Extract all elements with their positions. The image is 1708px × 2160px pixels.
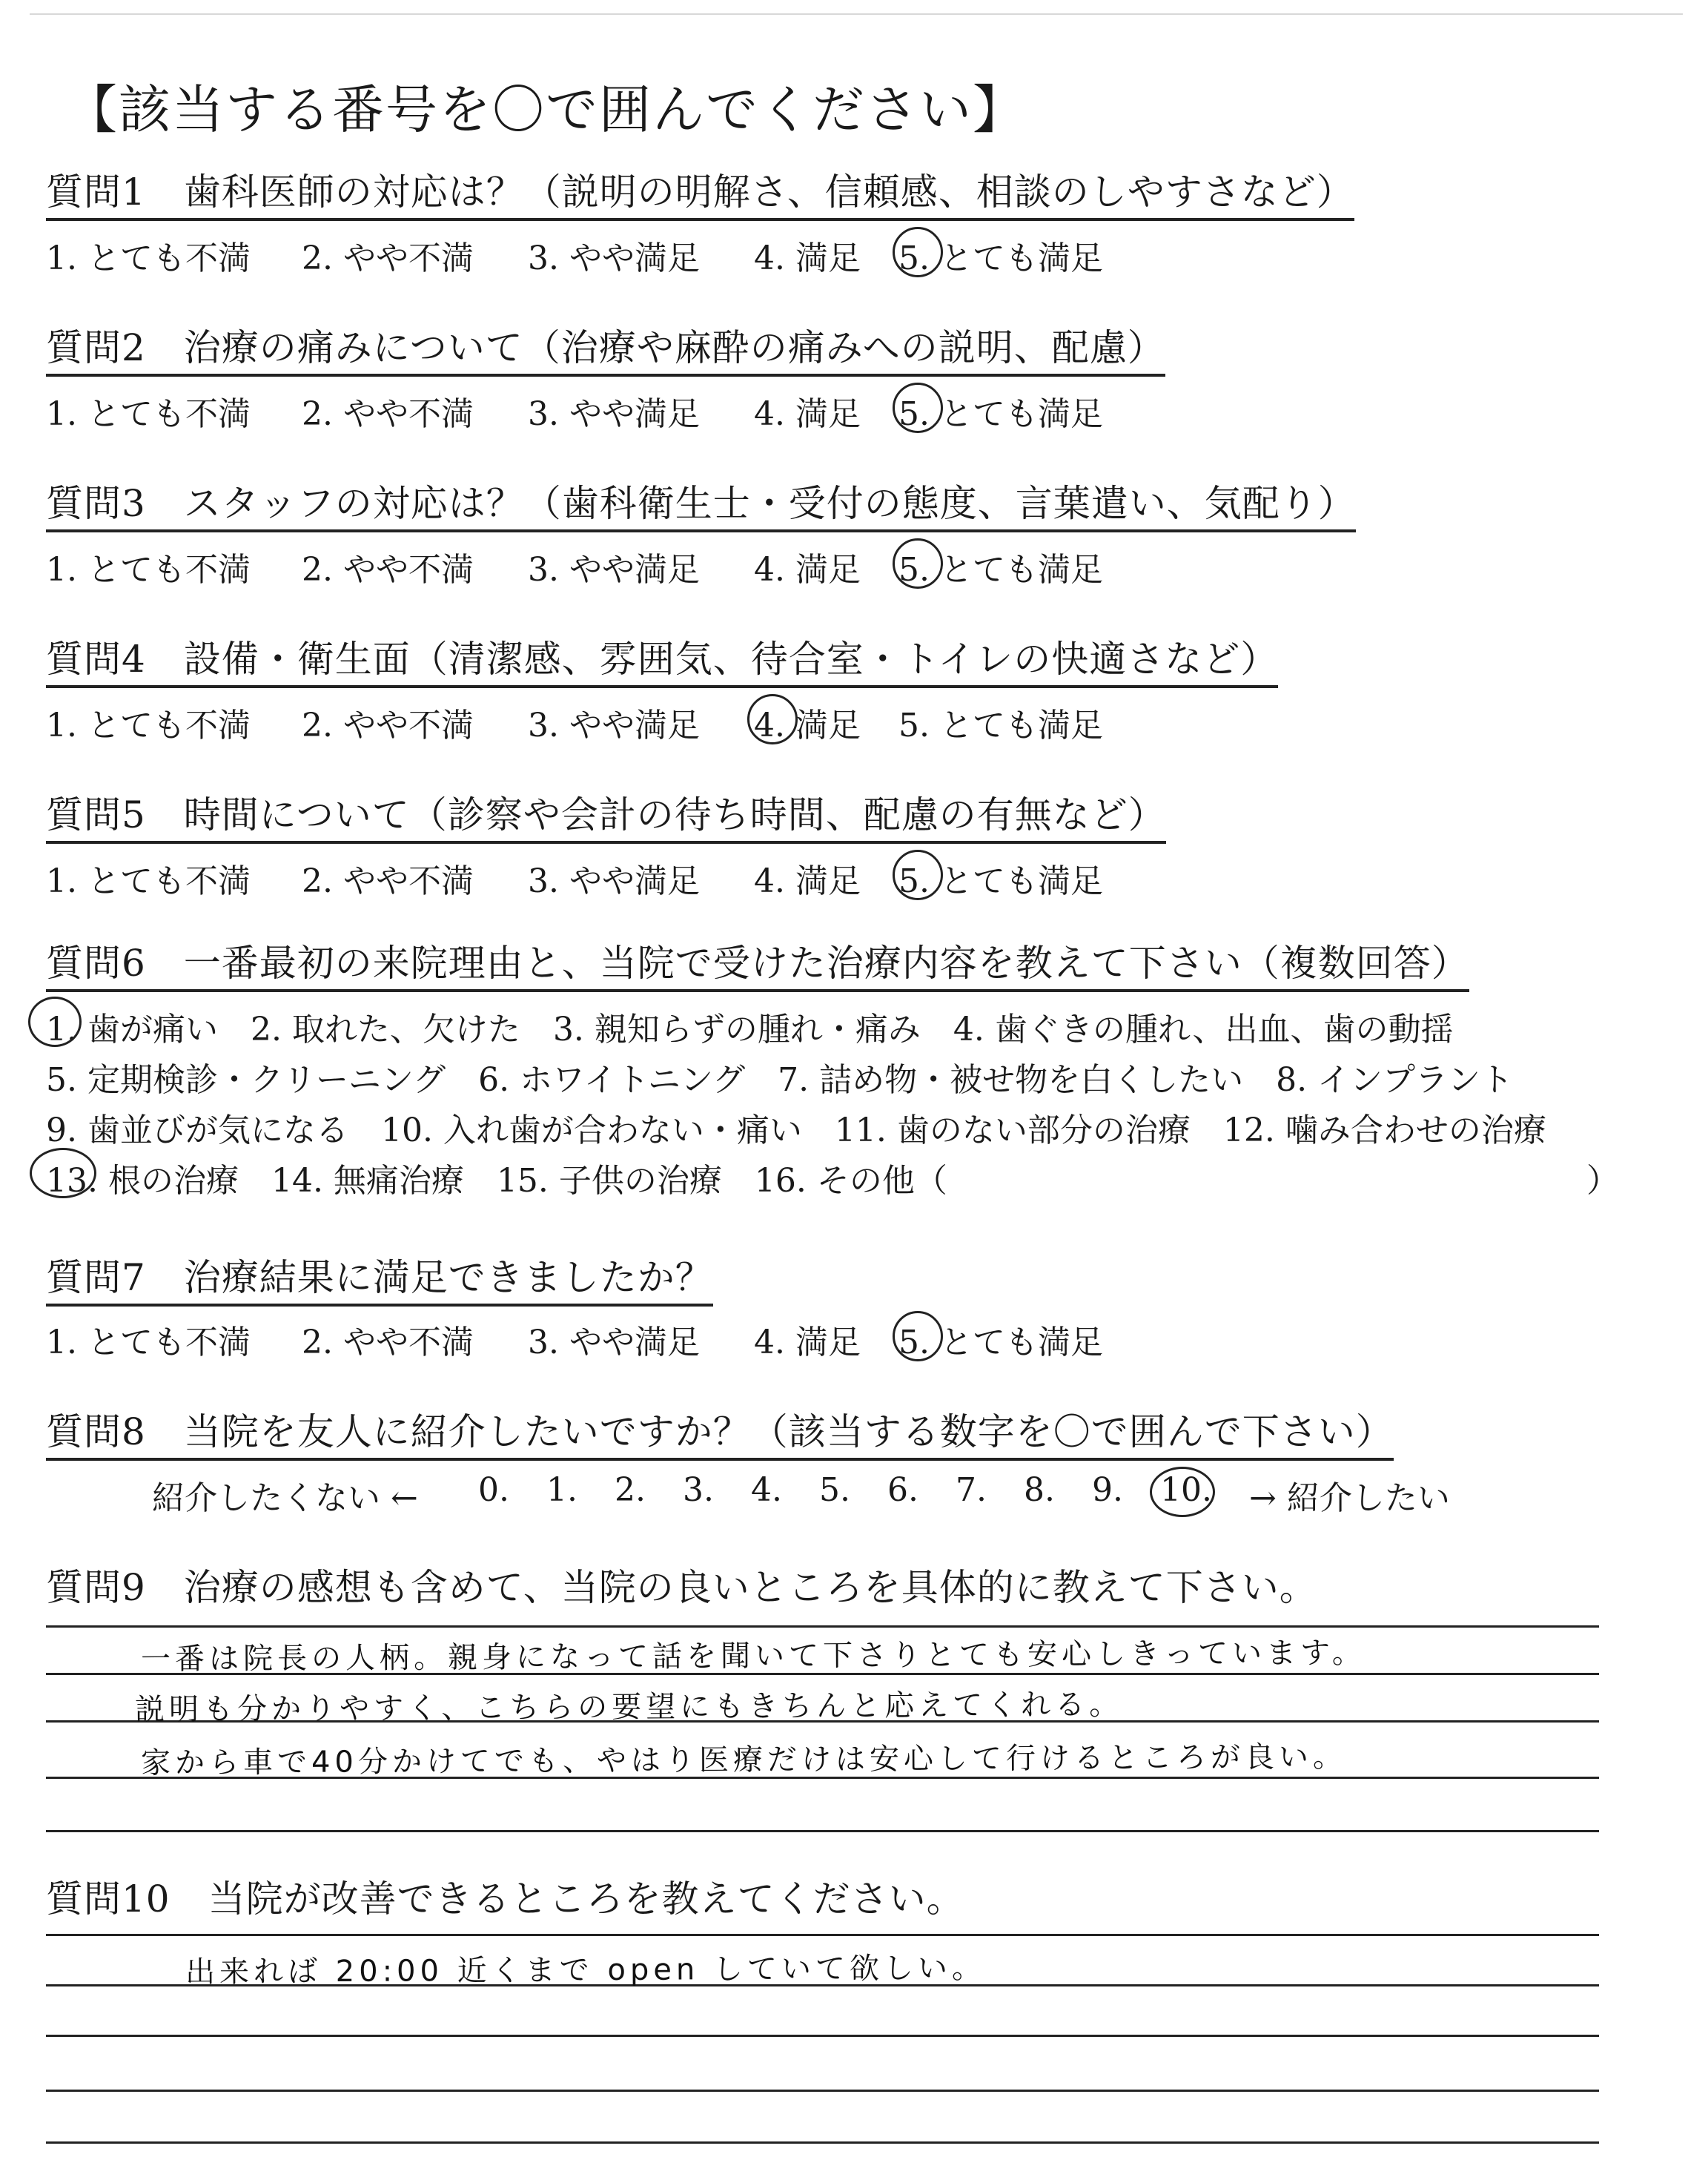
reason-option[interactable]: 5. 定期検診・クリーニング — [46, 1061, 446, 1099]
question-7 — [46, 1255, 713, 1307]
reason-option[interactable]: 14. 無痛治療 — [271, 1162, 464, 1200]
option-4[interactable]: 4. 満足 — [754, 551, 861, 589]
option-5[interactable]: 5. とても満足 — [898, 707, 1103, 744]
scale-number[interactable]: 10. — [1160, 1471, 1212, 1509]
question-9-title: 質問9 治療の感想も含めて、当院の良いところを具体的に教えて下さい。 — [46, 1566, 1317, 1609]
handwritten-answer: 一番は院長の人柄。親身になって話を聞いて下さりとても安心しきっています。 — [140, 1636, 1366, 1677]
reason-option[interactable]: 13. 根の治療 — [46, 1162, 239, 1200]
reason-option[interactable]: 12. 噛み合わせの治療 — [1222, 1112, 1546, 1149]
question-6-row-1 — [46, 1003, 1486, 1050]
option-4[interactable]: 4. 満足 — [754, 1324, 861, 1361]
reason-option[interactable]: 9. 歯並びが気になる — [46, 1112, 348, 1149]
scale-number[interactable]: 7. — [956, 1471, 987, 1509]
reason-option[interactable]: 2. 取れた、欠けた — [250, 1011, 520, 1048]
scale-number[interactable]: 5. — [819, 1471, 850, 1509]
question-3-title: 質問3 スタッフの対応は？（歯科衛生士・受付の態度、言葉遣い、気配り） — [46, 480, 1356, 532]
option-5[interactable]: 5. とても満足 — [898, 240, 1103, 277]
option-2[interactable]: 2. やや不満 — [302, 395, 474, 433]
reason-option[interactable]: 4. 歯ぐきの腫れ、出血、歯の動揺 — [953, 1011, 1454, 1048]
question-2 — [46, 325, 1165, 377]
scale-number[interactable]: 4. — [751, 1471, 782, 1509]
scale-left-label: 紹介したくない ← — [152, 1479, 418, 1517]
reason-option[interactable]: 16. その他（ — [754, 1162, 947, 1200]
question-6 — [46, 940, 1469, 992]
question-10-title: 質問10 当院が改善できるところを教えてください。 — [46, 1877, 964, 1920]
selection-circle — [28, 997, 82, 1047]
question-3 — [46, 480, 1356, 532]
option-5[interactable]: 5. とても満足 — [898, 1324, 1103, 1361]
option-2[interactable]: 2. やや不満 — [302, 1324, 474, 1361]
scale-number[interactable]: 6. — [887, 1471, 918, 1509]
selection-circle — [893, 227, 943, 277]
option-3[interactable]: 3. やや満足 — [528, 551, 700, 589]
option-2[interactable]: 2. やや不満 — [302, 551, 474, 589]
option-1[interactable]: 1. とても不満 — [46, 395, 251, 433]
scale-number[interactable]: 1. — [546, 1471, 577, 1509]
option-3[interactable]: 3. やや満足 — [528, 395, 700, 433]
question-5 — [46, 792, 1166, 844]
option-3[interactable]: 3. やや満足 — [528, 1324, 700, 1361]
option-1[interactable]: 1. とても不満 — [46, 240, 251, 277]
scale-number[interactable]: 2. — [615, 1471, 646, 1509]
option-5[interactable]: 5. とても満足 — [898, 862, 1103, 900]
selection-circle — [893, 850, 943, 900]
selection-circle — [893, 1311, 943, 1361]
option-1[interactable]: 1. とても不満 — [46, 551, 251, 589]
question-9 — [46, 1565, 1317, 1614]
question-6-row-2 — [46, 1053, 1546, 1100]
answer-line — [46, 1625, 1599, 1628]
option-4[interactable]: 4. 満足 — [754, 240, 861, 277]
option-4[interactable]: 4. 満足 — [754, 862, 861, 900]
question-6-title: 質問6 一番最初の来院理由と、当院で受けた治療内容を教えて下さい（複数回答） — [46, 940, 1469, 992]
option-3[interactable]: 3. やや満足 — [528, 862, 700, 900]
reason-option[interactable]: 10. 入れ歯が合わない・痛い — [380, 1112, 802, 1149]
reason-option[interactable]: 3. 親知らずの腫れ・痛み — [552, 1011, 921, 1048]
scale-number[interactable]: 0. — [478, 1471, 509, 1509]
selection-circle — [893, 383, 943, 433]
scale-number[interactable]: 8. — [1024, 1471, 1055, 1509]
option-1[interactable]: 1. とても不満 — [46, 862, 251, 900]
top-border-line — [30, 13, 1683, 15]
option-3[interactable]: 3. やや満足 — [528, 707, 700, 744]
selection-circle — [893, 538, 943, 589]
selection-circle — [747, 694, 798, 744]
question-2-title: 質問2 治療の痛みについて（治療や麻酔の痛みへの説明、配慮） — [46, 325, 1165, 377]
reason-option[interactable]: 7. 詰め物・被せ物を白くしたい — [778, 1061, 1244, 1099]
selection-circle — [30, 1148, 96, 1198]
option-3[interactable]: 3. やや満足 — [528, 240, 700, 277]
option-1[interactable]: 1. とても不満 — [46, 707, 251, 744]
answer-line — [46, 2090, 1599, 2092]
question-6-row-3 — [46, 1103, 1579, 1151]
handwritten-answer: 説明も分かりやすく、こちらの要望にもきちんと応えてくれる。 — [134, 1688, 1124, 1727]
reason-option[interactable]: 15. 子供の治療 — [496, 1162, 722, 1200]
question-1 — [46, 169, 1354, 221]
other-close-paren: ） — [1586, 1162, 1619, 1200]
question-6-row-4 — [46, 1154, 980, 1201]
question-4-title: 質問4 設備・衛生面（清潔感、雰囲気、待合室・トイレの快適さなど） — [46, 636, 1278, 688]
option-1[interactable]: 1. とても不満 — [46, 1324, 251, 1361]
question-8 — [46, 1409, 1394, 1461]
scale-right-label: → 紹介したい — [1249, 1479, 1450, 1517]
page-title: 【該当する番号を〇で囲んでください】 — [65, 79, 1026, 140]
question-10 — [46, 1876, 964, 1925]
reason-option[interactable]: 11. 歯のない部分の治療 — [834, 1112, 1191, 1149]
question-7-title: 質問7 治療結果に満足できましたか？ — [46, 1255, 713, 1307]
option-5[interactable]: 5. とても満足 — [898, 551, 1103, 589]
reason-option[interactable]: 6. ホワイトニング — [478, 1061, 746, 1099]
question-5-title: 質問5 時間について（診察や会計の待ち時間、配慮の有無など） — [46, 792, 1166, 844]
selection-circle — [1150, 1467, 1215, 1517]
handwritten-answer: 家から車で40分かけてでも、やはり医療だけは安心して行けるところが良い。 — [140, 1740, 1348, 1780]
option-2[interactable]: 2. やや不満 — [302, 707, 474, 744]
option-4[interactable]: 4. 満足 — [754, 395, 861, 433]
answer-line — [46, 2035, 1599, 2037]
answer-line — [46, 2141, 1599, 2144]
reason-option[interactable]: 8. インプラント — [1276, 1061, 1514, 1099]
option-5[interactable]: 5. とても満足 — [898, 395, 1103, 433]
scale-number[interactable]: 9. — [1092, 1471, 1123, 1509]
option-4[interactable]: 4. 満足 — [754, 707, 861, 744]
question-1-title: 質問1 歯科医師の対応は？（説明の明解さ、信頼感、相談のしやすさなど） — [46, 169, 1354, 221]
handwritten-answer: 出来れば 20:00 近くまで open していて欲しい。 — [185, 1951, 987, 1989]
option-2[interactable]: 2. やや不満 — [302, 862, 474, 900]
option-2[interactable]: 2. やや不満 — [302, 240, 474, 277]
answer-line — [46, 1934, 1599, 1936]
question-4 — [46, 636, 1278, 688]
reason-option[interactable]: 1. 歯が痛い — [46, 1011, 218, 1048]
answer-line — [46, 1830, 1599, 1832]
scale-number[interactable]: 3. — [683, 1471, 714, 1509]
question-8-title: 質問8 当院を友人に紹介したいですか？（該当する数字を〇で囲んで下さい） — [46, 1409, 1394, 1461]
